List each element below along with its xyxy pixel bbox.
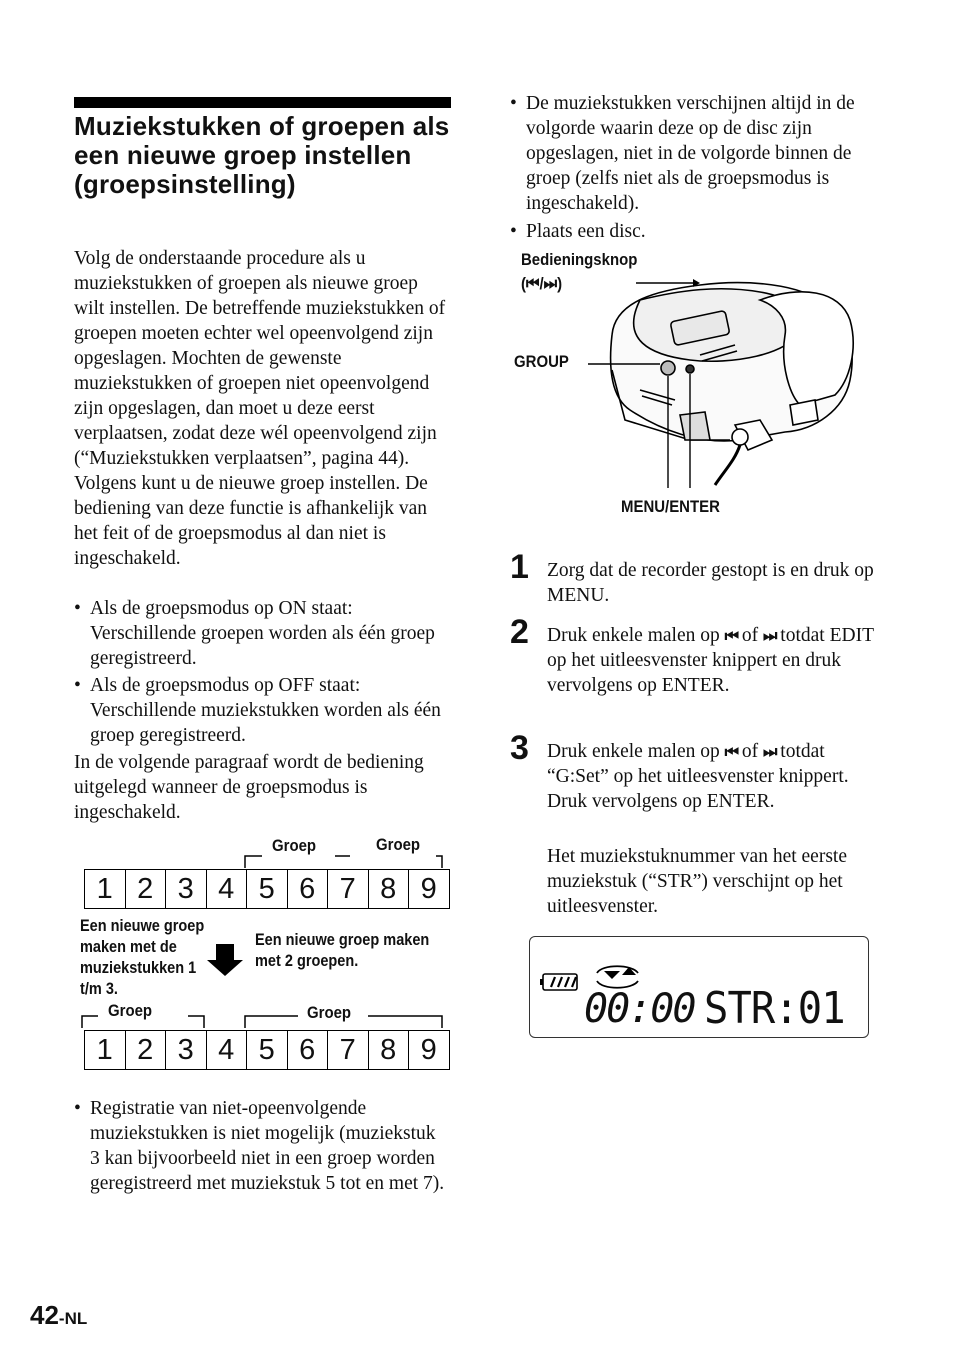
track-cell: 6 (288, 1031, 329, 1069)
group-button-label: GROUP (514, 352, 569, 371)
paragraph-group-mode: In de volgende paragraaf wordt de bediening uitgelegd wanneer de groepsmodus is ingeschakeld. (74, 752, 424, 823)
track-cell: 3 (166, 1031, 207, 1069)
lcd-display (529, 936, 869, 1038)
lcd-time: 00:00 (584, 986, 695, 1032)
group-label: Groep (272, 836, 317, 855)
section-title: Muziekstukken of groepen als een nieuwe groep instellen (groepsinstelling) (74, 111, 450, 199)
track-cell: 5 (247, 1031, 288, 1069)
list-item: • Plaats een disc. (510, 221, 646, 242)
step-2-text: Druk enkele malen op ⏮ of ⏭ totdat EDIT op het uitleesvenster knippert en druk vervolgens op ENTER. (547, 625, 874, 696)
track-cell: 9 (420, 873, 437, 905)
track-cell: 8 (369, 1031, 410, 1069)
group-label: Groep (108, 1001, 153, 1020)
menu-enter-label: MENU/ENTER (621, 497, 720, 516)
next-track-icon: ⏭ (763, 626, 776, 645)
caption-right: Een nieuwe groep maken met 2 groepen. (255, 931, 430, 970)
prev-track-icon: ⏮ (724, 742, 738, 761)
step-3-text: Druk enkele malen op ⏮ of ⏭ totdat “G:Set” op het uitleesvenster knippert. Druk vervolgens op ENTER. (547, 741, 849, 812)
next-track-icon: ⏭ (763, 742, 776, 761)
track-cell: 7 (328, 870, 369, 908)
list-item: • Als de groepsmodus op ON staat: Verschillende groepen worden als één groep geregistreerd. (74, 598, 435, 669)
track-cell: 6 (288, 870, 329, 908)
page-number: 42-NL (30, 1300, 88, 1330)
group-label: Groep (307, 1003, 352, 1022)
list-item: • De muziekstukken verschijnen altijd in de volgorde waarin deze op de disc zijn opgeslagen, niet in de volgorde binnen de groep (zelfs niet als de groepsmodus is ingeschakeld). (510, 93, 855, 214)
step-number-1: 1 (510, 548, 529, 586)
caption-left: Een nieuwe groep maken met de muziekstukken 1 t/m 3. (80, 917, 205, 998)
track-cell: 1 (85, 1031, 126, 1069)
step-1-text: Zorg dat de recorder gestopt is en druk op MENU. (547, 560, 874, 606)
track-cell: 5 (247, 870, 288, 908)
intro-paragraph: Volg de onderstaande procedure als u muziekstukken of groepen als nieuwe groep wilt instellen. De betreffende muziekstukken of groepen moeten echter wel opeenvolgend zijn opgeslagen. Mochten de gewenste muziekstukken of groepen niet opeenvolgend zijn opgeslagen, dan moet u deze eerst verplaatsen, zodat deze wél opeenvolgend zijn (“Muziekstukken verplaatsen”, pagina 44). Volgens kunt u de nieuwe groep instellen. De bediening van deze functie is afhankelijk van het feit of de groepsmodus al dan niet is ingeschakeld. (74, 248, 446, 569)
track-cell: 9 (420, 1034, 437, 1066)
battery-icon (540, 974, 577, 990)
prev-track-icon: ⏮ (724, 626, 738, 645)
disc-rotation-icon (597, 966, 638, 988)
track-cell: 3 (166, 870, 207, 908)
step-number-2: 2 (510, 613, 529, 651)
track-cell: 8 (369, 870, 410, 908)
lcd-text: STR:01 (704, 983, 845, 1034)
track-cell: 4 (207, 1031, 248, 1069)
list-item: • Als de groepsmodus op OFF staat: Verschillende muziekstukken worden als één groep geregistreerd. (74, 675, 441, 746)
track-cell: 2 (126, 870, 167, 908)
control-label: Bedieningsknop (521, 250, 638, 269)
track-cell: 4 (207, 870, 248, 908)
step-3-note: Het muziekstuknummer van het eerste muziekstuk (“STR”) verschijnt op het uitleesvenster. (547, 846, 847, 917)
list-item: • Registratie van niet-opeenvolgende muziekstukken is niet mogelijk (muziekstuk 3 kan bijvoorbeeld niet in een groep worden geregistreerd met muziekstuk 5 tot en met 7). (74, 1098, 445, 1194)
track-cell: 1 (85, 870, 126, 908)
control-symbols: (⏮/⏭) (521, 274, 563, 293)
track-cell: 2 (126, 1031, 167, 1069)
step-number-3: 3 (510, 729, 529, 767)
track-cell: 7 (328, 1031, 369, 1069)
group-label: Groep (376, 835, 421, 854)
